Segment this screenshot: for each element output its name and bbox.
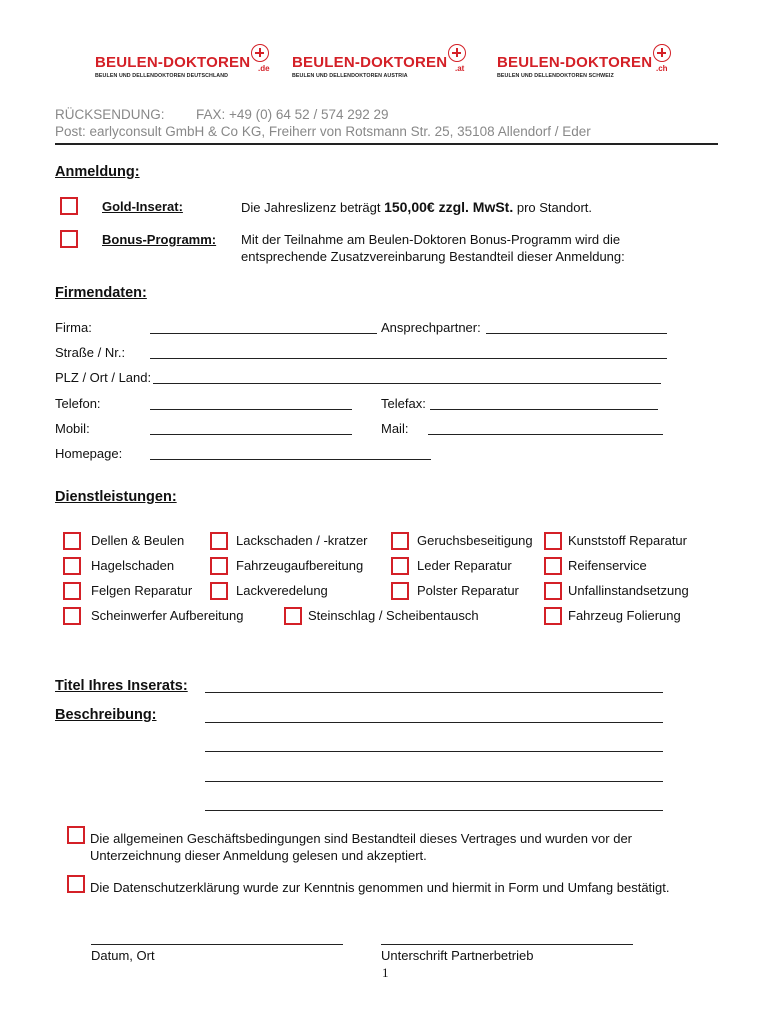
dienst-checkbox-lackveredelung[interactable] — [210, 582, 228, 600]
dienst-label: Polster Reparatur — [417, 583, 519, 598]
dienst-checkbox-reifen[interactable] — [544, 557, 562, 575]
beschreibung-label: Beschreibung: — [55, 707, 157, 723]
dienst-checkbox-unfall[interactable] — [544, 582, 562, 600]
dienst-checkbox-geruch[interactable] — [391, 532, 409, 550]
dienst-label: Fahrzeugaufbereitung — [236, 558, 364, 573]
dienst-checkbox-kunststoff[interactable] — [544, 532, 562, 550]
header-rule — [55, 143, 718, 145]
gold-inserat-checkbox[interactable] — [60, 197, 78, 215]
dienst-label: Scheinwerfer Aufbereitung — [91, 608, 244, 623]
dienst-label: Hagelschaden — [91, 558, 175, 573]
dienst-label: Reifenservice — [568, 558, 647, 573]
dienst-checkbox-lackschaden[interactable] — [210, 532, 228, 550]
datum-ort-line[interactable] — [91, 944, 343, 945]
logo-at — [292, 44, 467, 82]
dienst-label: Lackveredelung — [236, 583, 328, 598]
dienst-checkbox-felgen[interactable] — [63, 582, 81, 600]
titel-inserat-field[interactable] — [205, 692, 663, 693]
dienst-label: Fahrzeug Folierung — [568, 608, 681, 623]
datenschutz-text: Die Datenschutzerklärung wurde zur Kenntnis genommen und hiermit in Form und Umfang bestätigt. — [90, 880, 670, 895]
page-number: 1 — [382, 965, 389, 980]
dienst-checkbox-polster[interactable] — [391, 582, 409, 600]
strasse-label: Straße / Nr.: — [55, 345, 126, 360]
ansprechpartner-field[interactable] — [486, 333, 667, 334]
telefon-label: Telefon: — [55, 396, 101, 411]
beschreibung-field-1[interactable] — [205, 722, 663, 723]
plz-field[interactable] — [153, 383, 661, 384]
gold-text-pre: Die Jahreslizenz beträgt — [241, 200, 385, 215]
mobil-label: Mobil: — [55, 421, 90, 436]
dienst-checkbox-leder[interactable] — [391, 557, 409, 575]
titel-inserat-label: Titel Ihres Inserats: — [55, 678, 188, 694]
gold-inserat-text — [241, 199, 592, 215]
gold-price: 150,00€ zzgl. MwSt. — [384, 199, 514, 215]
homepage-field[interactable] — [150, 459, 431, 460]
mobil-field[interactable] — [150, 434, 352, 435]
dienst-label: Steinschlag / Scheibentausch — [308, 608, 479, 623]
logo-de-name: BEULEN-DOKTOREN — [95, 54, 251, 71]
agb-text-line-2: Unterzeichnung dieser Anmeldung gelesen und akzeptiert. — [90, 848, 427, 863]
mail-label: Mail: — [381, 421, 409, 436]
dienst-checkbox-hagel[interactable] — [63, 557, 81, 575]
datenschutz-checkbox[interactable] — [67, 875, 85, 893]
telefon-field[interactable] — [150, 409, 352, 410]
dienst-checkbox-scheinwerfer[interactable] — [63, 607, 81, 625]
dienst-label: Leder Reparatur — [417, 558, 512, 573]
dienst-checkbox-fahrzeugaufbereitung[interactable] — [210, 557, 228, 575]
logo-cross-icon — [653, 44, 671, 62]
bonus-text-line-1: Mit der Teilnahme am Beulen-Doktoren Bonus-Programm wird die — [241, 232, 621, 247]
anmeldung-title: Anmeldung: — [55, 164, 140, 180]
logo-at-name: BEULEN-DOKTOREN — [292, 54, 448, 71]
dienst-label: Lackschaden / -kratzer — [236, 533, 368, 548]
logo-ch-tld: .ch — [656, 64, 668, 73]
logo-cross-icon — [251, 44, 269, 62]
datum-ort-label: Datum, Ort — [91, 948, 155, 963]
dienst-label: Kunststoff Reparatur — [568, 533, 687, 548]
dienst-checkbox-steinschlag[interactable] — [284, 607, 302, 625]
firma-label: Firma: — [55, 320, 92, 335]
beschreibung-field-3[interactable] — [205, 781, 663, 782]
unterschrift-label: Unterschrift Partnerbetrieb — [381, 948, 534, 963]
bonus-text-line-2: entsprechende Zusatzvereinbarung Bestandteil dieser Anmeldung: — [241, 249, 625, 264]
logo-ch-name: BEULEN-DOKTOREN — [497, 54, 653, 71]
dienst-label: Geruchsbeseitigung — [417, 533, 533, 548]
post-address: Post: earlyconsult GmbH & Co KG, Freiherr von Rotsmann Str. 25, 35108 Allendorf / Eder — [55, 124, 591, 139]
logo-at-tld: .at — [455, 64, 465, 73]
unterschrift-line[interactable] — [381, 944, 633, 945]
logo-at-sub: BEULEN UND DELLENDOKTOREN AUSTRIA — [292, 73, 408, 79]
gold-inserat-label: Gold-Inserat: — [102, 199, 183, 214]
strasse-field[interactable] — [150, 358, 667, 359]
fax-number: FAX: +49 (0) 64 52 / 574 292 29 — [196, 107, 389, 122]
logo-ch-sub: BEULEN UND DELLENDOKTOREN SCHWEIZ — [497, 73, 614, 79]
dienst-checkbox-folierung[interactable] — [544, 607, 562, 625]
firmendaten-title: Firmendaten: — [55, 285, 147, 301]
logo-de-sub: BEULEN UND DELLENDOKTOREN DEUTSCHLAND — [95, 73, 229, 79]
logo-de-tld: .de — [258, 64, 270, 73]
logo-de — [95, 44, 270, 82]
agb-text-line-1: Die allgemeinen Geschäftsbedingungen sind Bestandteil dieses Vertrages und wurden vor der — [90, 831, 633, 846]
dienstleistungen-title: Dienstleistungen: — [55, 489, 177, 505]
bonus-programm-label: Bonus-Programm: — [102, 232, 217, 247]
dienst-checkbox-dellen[interactable] — [63, 532, 81, 550]
logo-ch — [497, 44, 677, 82]
mail-field[interactable] — [428, 434, 663, 435]
dienst-label: Unfallinstandsetzung — [568, 583, 689, 598]
dienst-label: Dellen & Beulen — [91, 533, 185, 548]
homepage-label: Homepage: — [55, 446, 123, 461]
bonus-programm-checkbox[interactable] — [60, 230, 78, 248]
gold-text-post: pro Standort. — [513, 200, 593, 215]
logo-cross-icon — [448, 44, 466, 62]
ansprechpartner-label: Ansprechpartner: — [381, 320, 481, 335]
firma-field[interactable] — [150, 333, 377, 334]
ruecksendung-label: RÜCKSENDUNG: — [55, 107, 165, 122]
agb-checkbox[interactable] — [67, 826, 85, 844]
dienst-label: Felgen Reparatur — [91, 583, 193, 598]
beschreibung-field-4[interactable] — [205, 810, 663, 811]
telefax-field[interactable] — [430, 409, 658, 410]
telefax-label: Telefax: — [381, 396, 426, 411]
plz-label: PLZ / Ort / Land: — [55, 370, 152, 385]
beschreibung-field-2[interactable] — [205, 751, 663, 752]
